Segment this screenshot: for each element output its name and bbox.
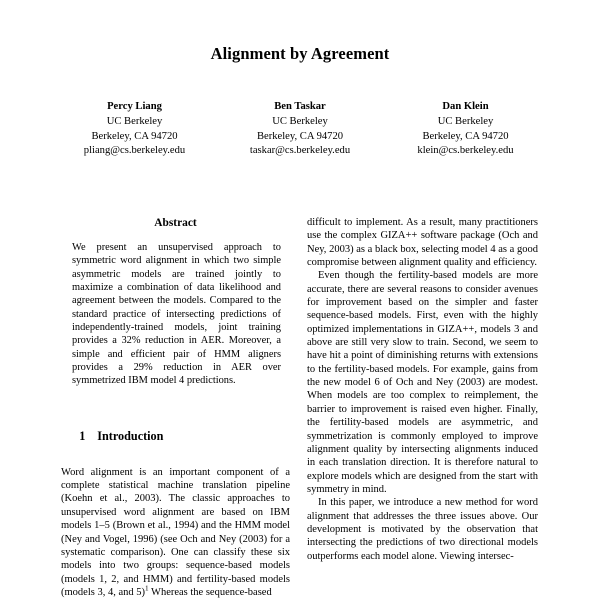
- body-paragraph: Even though the fertility-based models are more accurate, there are several reasons to consider avenues for improvement based on the simpler and faster sequence-based models. First, even with the highly optimized implementations in GIZA++, models 3 and above are still very slow to train. Second, we seem to have hit a point of diminishing returns with extensions to the fertility-based models. For example, gains from the new model 6 of Och and Ney (2003) are modest. When models are too complex to reimplement, the barrier to improvement is raised even higher. Finally, the fertility-based models are asymmetric, and symmetrization is commonly employed to improve alignment quality by intersecting alignments induced in each translation direction. It is therefore natural to explore models which are designed from the start with symmetry in mind.: [307, 270, 538, 495]
- author-email: pliang@cs.berkeley.edu: [83, 145, 186, 157]
- author-location: Berkeley, CA 94720: [256, 130, 344, 142]
- author-entry: [383, 100, 548, 159]
- author-name: Dan Klein: [442, 101, 489, 112]
- introduction-body: [61, 466, 290, 599]
- right-column-body: [307, 216, 538, 563]
- author-location: Berkeley, CA 94720: [422, 130, 509, 142]
- author-entry: [218, 100, 383, 159]
- left-column: [61, 216, 290, 600]
- footnote-marker: 1: [145, 584, 149, 593]
- author-name: Ben Taskar: [274, 101, 326, 112]
- author-email: taskar@cs.berkeley.edu: [249, 145, 351, 157]
- abstract-body: [72, 241, 281, 388]
- introduction-paragraph: [61, 466, 290, 599]
- continued-paragraph: difficult to implement. As a result, many practitioners use the complex GIZA++ software package (Och and Ney, 2003) as a black box, selecting model 4 as a good compromise between alignment quality and efficiency.: [307, 217, 538, 269]
- section-title: Introduction: [97, 428, 164, 443]
- section-heading-introduction: [61, 414, 290, 459]
- author-affiliation: UC Berkeley: [437, 116, 494, 128]
- body-paragraph: In this paper, we introduce a new method for word alignment that addresses the three issues above. Our development is motivated by the observation that intersecting the predictions of two directional models outperforms each model alone. Viewing intersec-: [307, 497, 538, 562]
- page-title: Alignment by Agreement: [210, 44, 390, 63]
- author-entry: [52, 100, 217, 159]
- author-location: Berkeley, CA 94720: [91, 130, 178, 142]
- section-spacer: [61, 388, 290, 414]
- right-column: [307, 216, 538, 600]
- abstract-paragraph: We present an unsupervised approach to symmetric word alignment in which two simple asymmetric models are trained jointly to maximize a combination of data likelihood and agreement between the models. Compared to the standard practice of intersecting predictions of independently-trained models, joint training provides a 32% reduction in AER. Moreover, a simple and efficient pair of HMM aligners provides a 29% reduction in AER over symmetrized IBM model 4 predictions.: [72, 242, 281, 387]
- author-name: Percy Liang: [107, 101, 162, 112]
- author-block: [52, 100, 548, 159]
- section-number: 1: [79, 428, 86, 443]
- author-affiliation: UC Berkeley: [106, 116, 163, 128]
- author-email: klein@cs.berkeley.edu: [417, 145, 514, 157]
- author-affiliation: UC Berkeley: [272, 116, 328, 128]
- abstract-heading: Abstract: [154, 217, 197, 229]
- introduction-text-b: Whereas the sequence-based: [148, 586, 272, 598]
- introduction-text-a: Word alignment is an important component of a complete statistical machine translation pipeline (Koehn et al., 2003). The classic approaches to unsupervised word alignment are based on IBM models 1–5 (Brown et al., 1994) and the HMM model (Ney and Vogel, 1996) (see Och and Ney (2003) for a systematic comparison). One can classify these six models into two groups: sequence-based models (models 1, 2, and HMM) and fertility-based models (models 3, 4, and 5): [61, 466, 290, 598]
